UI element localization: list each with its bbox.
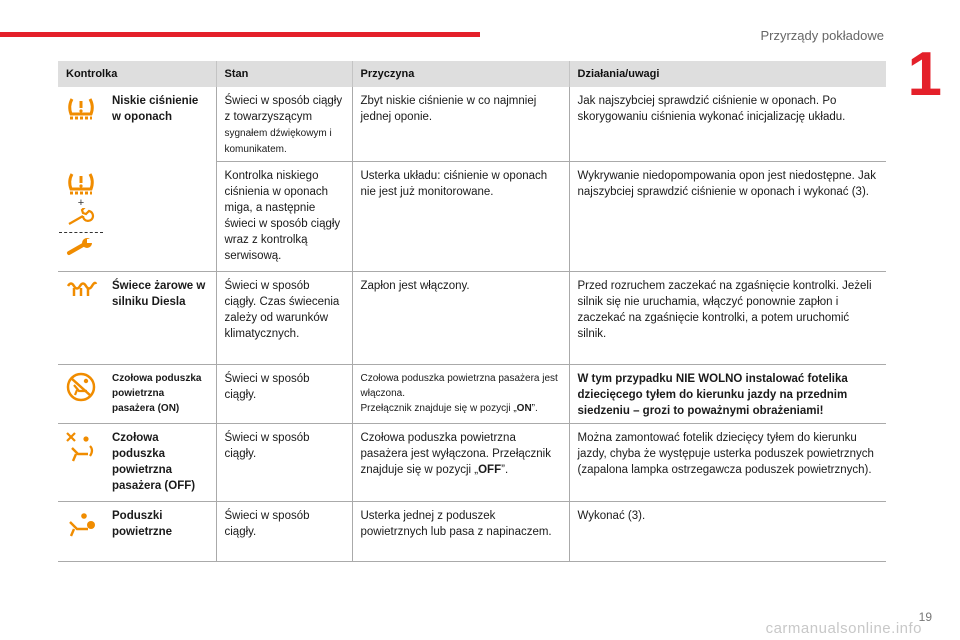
top-accent-bar [0,32,480,37]
airbag-off-dzialania: Można zamontować fotelik dziecięcy tyłem do kierunku jazdy, chyba że występuje usterka poduszek powietrznych (zapalona lampka ostrzegawcza poduszek powietrznych). [569,424,886,502]
passenger-airbag-off-icon [64,430,98,464]
przyczyna-text: ”. [501,464,509,476]
glow-plug-icon [64,278,98,304]
tyre-stan-2: Kontrolka niskiego ciśnienia w oponach miga, a następnie świeci w sposób ciągły wraz z kontrolką serwisową. [216,162,352,272]
airbags-przyczyna: Usterka jednej z poduszek powietrznych lub pasa z napinaczem. [352,502,569,562]
glow-dzialania: Przed rozruchem zaczekać na zgaśnięcie kontrolki. Jeżeli silnik się nie uruchamia, włączyć ponownie zapłon i zaczekać na zgaśnięcie kontrolki, a potem uruchomić silnik. [569,272,886,365]
header-dzialania: Działania/uwagi [569,61,886,87]
tyre-icon-cell [58,87,104,162]
airbags-name: Poduszki powietrzne [104,502,216,562]
airbag-fault-icon [64,508,98,538]
airbags-icon-cell [58,502,104,562]
glow-stan: Świeci w sposób ciągły. Czas świecenia zależy od warunków klimatycznych. [216,272,352,365]
przyczyna-text: Przełącznik znajduje się w pozycji „ [360,403,517,414]
airbag-off-stan: Świeci w sposób ciągły. [216,424,352,502]
tyre-warning-name: Niskie ciśnienie w oponach [104,87,216,272]
przyczyna-text: ”. [531,403,538,414]
tyre-service-icon-cell [58,162,104,272]
airbag-on-icon-cell [58,365,104,424]
wrench-service-icon [65,237,97,257]
table-header-row [58,61,886,87]
airbag-off-przyczyna [352,424,569,502]
tyre-pressure-icon [65,93,97,123]
tyre-pressure-icon [65,168,97,198]
airbags-stan: Świeci w sposób ciągły. [216,502,352,562]
stan-small-text: sygnałem dźwiękowym i komunikatem. [224,128,332,155]
tyre-dzialania-2: Wykrywanie niedopompowania opon jest niedostępne. Jak najszybciej sprawdzić ciśnienie w oponach i wykonać (3). [569,162,886,272]
passenger-airbag-on-icon [65,371,97,403]
airbag-on-name: Czołowa poduszka powietrzna pasażera (ON) [104,365,216,424]
table-row [58,502,886,562]
airbag-on-stan: Świeci w sposób ciągły. [216,365,352,424]
table-row [58,424,886,502]
table-row [58,272,886,365]
header-stan: Stan [216,61,352,87]
header-przyczyna: Przyczyna [352,61,569,87]
airbags-dzialania: Wykonać (3). [569,502,886,562]
table-row [58,87,886,162]
header-kontrolka: Kontrolka [58,61,216,87]
tyre-dzialania-1: Jak najszybciej sprawdzić ciśnienie w oponach. Po skorygowaniu ciśnienia wykonać inicjalizację układu. [569,87,886,162]
wrench-outline-icon [65,208,97,228]
stan-text: Świeci w sposób ciągły z towarzyszącym [224,95,343,123]
plus-sign: + [77,196,85,209]
tyre-stan-1 [216,87,352,162]
airbag-off-icon-cell [58,424,104,502]
section-title: Przyrządy pokładowe [760,28,884,43]
airbag-on-dzialania: W tym przypadku NIE WOLNO instalować fotelika dziecięcego tyłem do kierunku jazdy na przednim siedzeniu – grozi to poważnymi obrażeniami! [569,365,886,424]
table-row [58,365,886,424]
warning-lights-table [58,61,886,562]
tyre-przyczyna-1: Zbyt niskie ciśnienie w co najmniej jednej oponie. [352,87,569,162]
page-number: 19 [918,610,932,624]
tyre-przyczyna-2: Usterka układu: ciśnienie w oponach nie jest już monitorowane. [352,162,569,272]
watermark: carmanualsonline.info [765,620,922,637]
przyczyna-text: Czołowa poduszka powietrzna pasażera jest wyłączona. Przełącznik znajduje się w pozycji „ [360,432,551,476]
glow-przyczyna: Zapłon jest włączony. [352,272,569,365]
airbag-off-name: Czołowa poduszka powietrzna pasażera (OFF) [104,424,216,502]
airbag-on-przyczyna [352,365,569,424]
przyczyna-text: Czołowa poduszka powietrzna pasażera jest włączona. [360,373,558,399]
glow-warning-name: Świece żarowe w silniku Diesla [104,272,216,365]
chapter-number: 1 [907,40,942,109]
dashed-separator [59,232,103,233]
glow-icon-cell [58,272,104,365]
switch-position-on: ON [516,403,532,414]
switch-position-off: OFF [478,464,502,476]
